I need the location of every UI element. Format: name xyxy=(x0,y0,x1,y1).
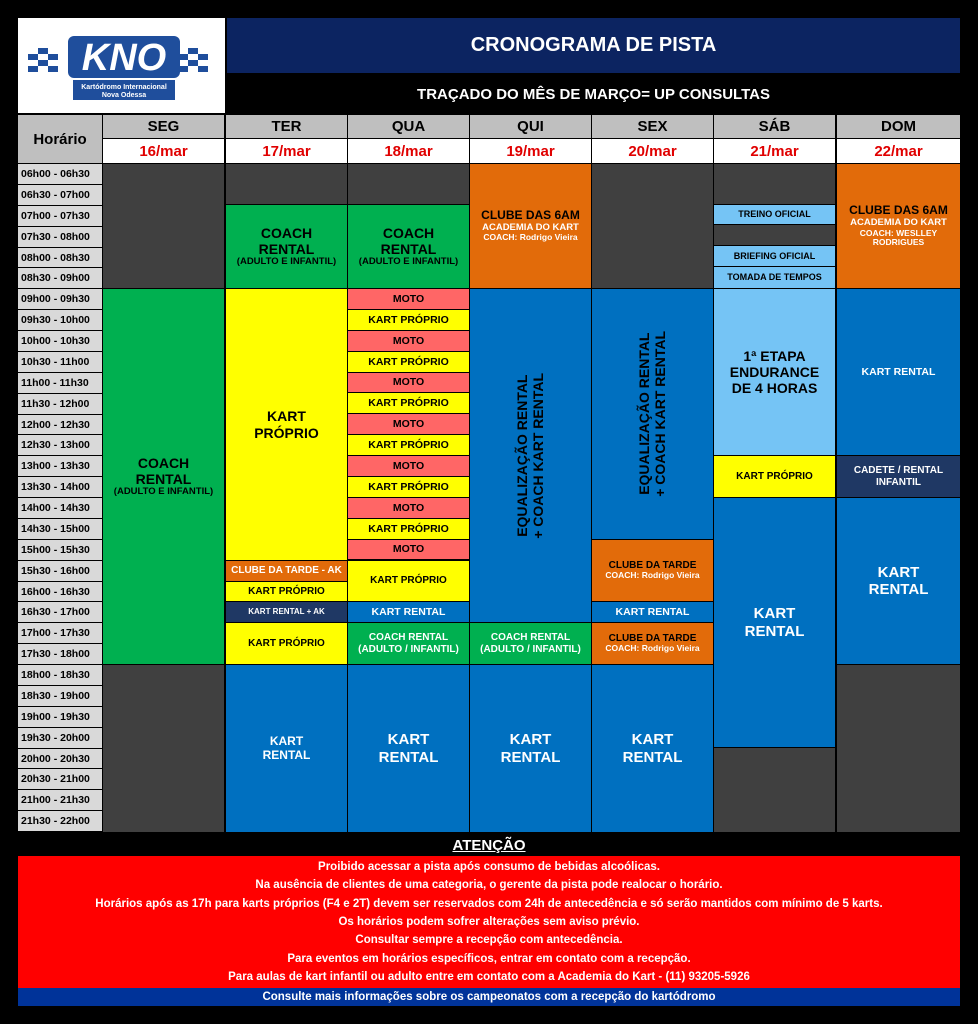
time-slot: 16h00 - 16h30 xyxy=(18,582,102,601)
qua-coach-l2: RENTAL xyxy=(380,241,437,258)
sex-kr-l1: KART xyxy=(631,731,674,749)
day-header-4: SEX xyxy=(592,115,713,138)
qui-clube-l3: COACH: Rodrigo Vieira xyxy=(483,232,578,243)
ter-kp-l2: PRÓPRIO xyxy=(254,424,319,441)
time-slot: 14h00 - 14h30 xyxy=(18,498,102,518)
time-slot: 07h00 - 07h30 xyxy=(18,206,102,226)
day-header-6: DOM xyxy=(837,115,960,138)
qua-kart-proprio: KART PRÓPRIO xyxy=(348,310,469,330)
time-slot: 21h00 - 21h30 xyxy=(18,790,102,810)
day-header-5: SÁB xyxy=(714,115,835,138)
qua-kart-proprio-15: KART PRÓPRIO xyxy=(348,561,469,601)
qui-eq-l1: EQUALIZAÇÃO RENTAL xyxy=(514,374,531,537)
time-slot: 17h00 - 17h30 xyxy=(18,623,102,643)
qui-coach-rental-17 xyxy=(470,623,591,664)
qua-moto: MOTO xyxy=(348,498,469,518)
logo-line1: Kartódromo Internacional xyxy=(81,84,167,91)
qua-closed-early xyxy=(348,164,469,204)
qua-kart-rental-evening xyxy=(348,665,469,832)
day-date-0: 16/mar xyxy=(103,139,224,163)
day-header-2: QUA xyxy=(348,115,469,138)
time-slot: 09h00 - 09h30 xyxy=(18,289,102,309)
dom-clube-l1: CLUBE DAS 6AM xyxy=(849,202,948,217)
sex-kart-rental-evening xyxy=(592,665,713,832)
dom-closed-evening xyxy=(837,665,960,832)
sex-closed-morning xyxy=(592,164,713,288)
sex-clube-tarde xyxy=(592,540,713,601)
sex-kart-rental: KART RENTAL xyxy=(592,602,713,622)
ter-kp-l1: KART xyxy=(267,408,306,425)
ter-closed-early xyxy=(226,164,347,204)
dom-kart-rental: KART RENTAL xyxy=(837,289,960,455)
time-slot: 15h00 - 15h30 xyxy=(18,540,102,560)
sex-ct-l1: CLUBE DA TARDE xyxy=(608,559,697,571)
qui-c17-l2: (ADULTO / INFANTIL) xyxy=(480,643,581,655)
sab-briefing: BRIEFING OFICIAL xyxy=(714,246,835,266)
time-slot: 10h30 - 11h00 xyxy=(18,352,102,372)
footer-note: Consulte mais informações sobre os campeonatos com a recepção do kartódromo xyxy=(18,988,960,1006)
horario-header: Horário xyxy=(18,115,102,163)
kno-logo xyxy=(18,18,225,113)
time-slot: 18h00 - 18h30 xyxy=(18,665,102,685)
qua-moto: MOTO xyxy=(348,289,469,309)
qua-kart-proprio: KART PRÓPRIO xyxy=(348,393,469,413)
time-slot: 20h00 - 20h30 xyxy=(18,749,102,768)
qui-kr-l2: RENTAL xyxy=(500,748,561,766)
ter-coach-rental xyxy=(226,205,347,288)
qui-clube-l1: CLUBE DAS 6AM xyxy=(481,207,580,222)
qui-clube-6am xyxy=(470,164,591,288)
time-slot: 06h00 - 06h30 xyxy=(18,164,102,184)
dom-cad-l2: INFANTIL xyxy=(876,476,921,488)
sab-end-l1: 1ª ETAPA xyxy=(743,347,806,364)
ter-kart-proprio-17: KART PRÓPRIO xyxy=(226,623,347,664)
qua-kart-proprio: KART PRÓPRIO xyxy=(348,435,469,455)
time-slot: 11h00 - 11h30 xyxy=(18,373,102,393)
ter-kart-rental-evening xyxy=(226,665,347,832)
qua-kart-proprio: KART PRÓPRIO xyxy=(348,519,469,539)
seg-closed-morning xyxy=(103,164,224,288)
time-slot: 19h00 - 19h30 xyxy=(18,707,102,727)
sex-ct17-l1: CLUBE DA TARDE xyxy=(608,632,697,644)
day-date-6: 22/mar xyxy=(837,139,960,163)
sab-kr-l2: RENTAL xyxy=(744,622,805,640)
time-slot: 12h00 - 12h30 xyxy=(18,415,102,434)
attention-box xyxy=(18,856,960,988)
logo-line2: Nova Odessa xyxy=(101,92,147,99)
attention-line: Os horários podem sofrer alterações sem aviso prévio. xyxy=(338,915,640,928)
attention-line: Na ausência de clientes de uma categoria, o gerente da pista pode realocar o horário. xyxy=(255,879,723,892)
qua-coach-l1: COACH xyxy=(382,224,435,241)
time-slot: 21h30 - 22h00 xyxy=(18,811,102,831)
time-slot: 08h30 - 09h00 xyxy=(18,268,102,288)
seg-coach-l1: COACH xyxy=(137,454,190,471)
sab-end-l2: ENDURANCE xyxy=(729,363,820,380)
attention-line: Para aulas de kart infantil ou adulto entre em contato com a Academia do Kart - (11) 93205-5926 xyxy=(228,970,750,983)
time-slot: 15h30 - 16h00 xyxy=(18,561,102,581)
sab-tomada-tempos: TOMADA DE TEMPOS xyxy=(714,267,835,288)
qui-kr-l1: KART xyxy=(509,731,552,749)
sex-equalizacao xyxy=(592,289,713,539)
ter-clube-tarde: CLUBE DA TARDE - AK xyxy=(226,561,347,581)
qua-moto: MOTO xyxy=(348,373,469,392)
sab-closed-early xyxy=(714,164,835,204)
sex-ct17-l2: COACH: Rodrigo Vieira xyxy=(605,643,700,654)
sex-kr-l2: RENTAL xyxy=(622,748,683,766)
qua-moto: MOTO xyxy=(348,331,469,351)
sex-eq-l1: EQUALIZAÇÃO RENTAL xyxy=(636,332,653,496)
time-slot: 13h30 - 14h00 xyxy=(18,477,102,497)
day-header-3: QUI xyxy=(470,115,591,138)
ter-kart-proprio-small: KART PRÓPRIO xyxy=(226,582,347,601)
ter-coach-l2: RENTAL xyxy=(258,241,315,258)
sex-clube-tarde-17 xyxy=(592,623,713,664)
dom-kart-rental-afternoon xyxy=(837,498,960,664)
attention-line: Proibido acessar a pista após consumo de bebidas alcoólicas. xyxy=(318,861,660,874)
page-subtitle: TRAÇADO DO MÊS DE MARÇO= UP CONSULTAS xyxy=(417,85,770,103)
dom-clube-6am xyxy=(837,164,960,288)
time-slot: 06h30 - 07h00 xyxy=(18,185,102,205)
time-slot: 16h30 - 17h00 xyxy=(18,602,102,622)
day-date-3: 19/mar xyxy=(470,139,591,163)
qui-kart-rental-evening xyxy=(470,665,591,832)
dom-cadete xyxy=(837,456,960,497)
attention-title: ATENÇÃO xyxy=(452,836,526,854)
qua-kart-proprio: KART PRÓPRIO xyxy=(348,352,469,372)
time-slot: 07h30 - 08h00 xyxy=(18,227,102,247)
time-slot: 08h00 - 08h30 xyxy=(18,248,102,267)
attention-line: Horários após as 17h para karts próprios (F4 e 2T) devem ser reservados com 24h de antecedência e só serão mantidos com mínimo de 5 karts. xyxy=(95,897,883,910)
attention-line: Consultar sempre a recepção com antecedência. xyxy=(355,934,623,947)
sex-ct-l2: COACH: Rodrigo Vieira xyxy=(605,570,700,581)
dom-kr15-l2: RENTAL xyxy=(868,581,929,598)
day-header-1: TER xyxy=(226,115,347,138)
qua-c17-l1: COACH RENTAL xyxy=(368,632,449,643)
ter-kart-proprio xyxy=(226,289,347,560)
time-slot: 10h00 - 10h30 xyxy=(18,331,102,351)
day-date-1: 17/mar xyxy=(226,139,347,163)
qua-coach-rental xyxy=(348,205,469,288)
dom-clube-l4: RODRIGUES xyxy=(872,237,925,248)
day-date-5: 21/mar xyxy=(714,139,835,163)
time-slot: 13h00 - 13h30 xyxy=(18,456,102,476)
qui-eq-l2: + COACH KART RENTAL xyxy=(530,372,547,539)
qua-kart-rental: KART RENTAL xyxy=(348,602,469,622)
qui-equalizacao xyxy=(470,289,591,622)
qua-moto: MOTO xyxy=(348,540,469,559)
time-slot: 18h30 - 19h00 xyxy=(18,686,102,706)
qua-kr-l2: RENTAL xyxy=(378,748,439,766)
sab-gap xyxy=(714,225,835,245)
time-slot: 14h30 - 15h00 xyxy=(18,519,102,539)
qui-c17-l1: COACH RENTAL xyxy=(490,632,571,643)
day-date-4: 20/mar xyxy=(592,139,713,163)
dom-kr15-l1: KART xyxy=(877,563,920,581)
qua-kart-proprio: KART PRÓPRIO xyxy=(348,477,469,497)
page-title: CRONOGRAMA DE PISTA xyxy=(227,18,960,73)
sab-kart-rental xyxy=(714,498,835,747)
time-slot: 19h30 - 20h00 xyxy=(18,728,102,748)
time-slot: 12h30 - 13h00 xyxy=(18,435,102,455)
time-slot: 17h30 - 18h00 xyxy=(18,644,102,664)
qua-c17-l2: (ADULTO / INFANTIL) xyxy=(358,643,459,655)
dom-clube-l3: COACH: WESLLEY xyxy=(859,227,938,238)
day-header-0: SEG xyxy=(103,115,224,138)
ter-kr-l2: RENTAL xyxy=(262,747,311,762)
sab-kr-l1: KART xyxy=(753,605,796,623)
sab-kart-proprio: KART PRÓPRIO xyxy=(714,456,835,497)
dom-cad-l1: CADETE / RENTAL xyxy=(853,465,944,476)
seg-coach-l3: (ADULTO E INFANTIL) xyxy=(113,486,214,498)
dom-clube-l2: ACADEMIA DO KART xyxy=(850,216,947,228)
ter-kart-rental-ak: KART RENTAL + AK xyxy=(226,602,347,622)
ter-coach-l1: COACH xyxy=(260,224,313,241)
sex-eq-l2: + COACH KART RENTAL xyxy=(652,331,669,497)
sab-closed-night xyxy=(714,748,835,832)
seg-closed-evening xyxy=(103,665,224,832)
qua-kr-l1: KART xyxy=(387,731,430,749)
qui-clube-l2: ACADEMIA DO KART xyxy=(482,221,579,233)
time-slot: 09h30 - 10h00 xyxy=(18,310,102,330)
attention-line: Para eventos em horários específicos, entrar em contato com a recepção. xyxy=(287,952,691,965)
qua-moto: MOTO xyxy=(348,414,469,434)
ter-kr-l1: KART xyxy=(269,733,304,748)
qua-coach-rental-17 xyxy=(348,623,469,664)
time-slot: 11h30 - 12h00 xyxy=(18,394,102,414)
seg-coach-rental xyxy=(103,289,224,664)
time-slot: 20h30 - 21h00 xyxy=(18,769,102,789)
day-date-2: 18/mar xyxy=(348,139,469,163)
qua-coach-l3: (ADULTO E INFANTIL) xyxy=(358,256,459,268)
ter-coach-l3: (ADULTO E INFANTIL) xyxy=(236,256,337,268)
qua-moto: MOTO xyxy=(348,456,469,476)
sab-treino-oficial: TREINO OFICIAL xyxy=(714,205,835,224)
sab-end-l3: DE 4 HORAS xyxy=(731,380,818,397)
sab-endurance xyxy=(714,289,835,455)
seg-coach-l2: RENTAL xyxy=(135,471,192,488)
kno-logo-graphic xyxy=(18,18,225,113)
logo-big-text: KNO xyxy=(81,37,167,79)
